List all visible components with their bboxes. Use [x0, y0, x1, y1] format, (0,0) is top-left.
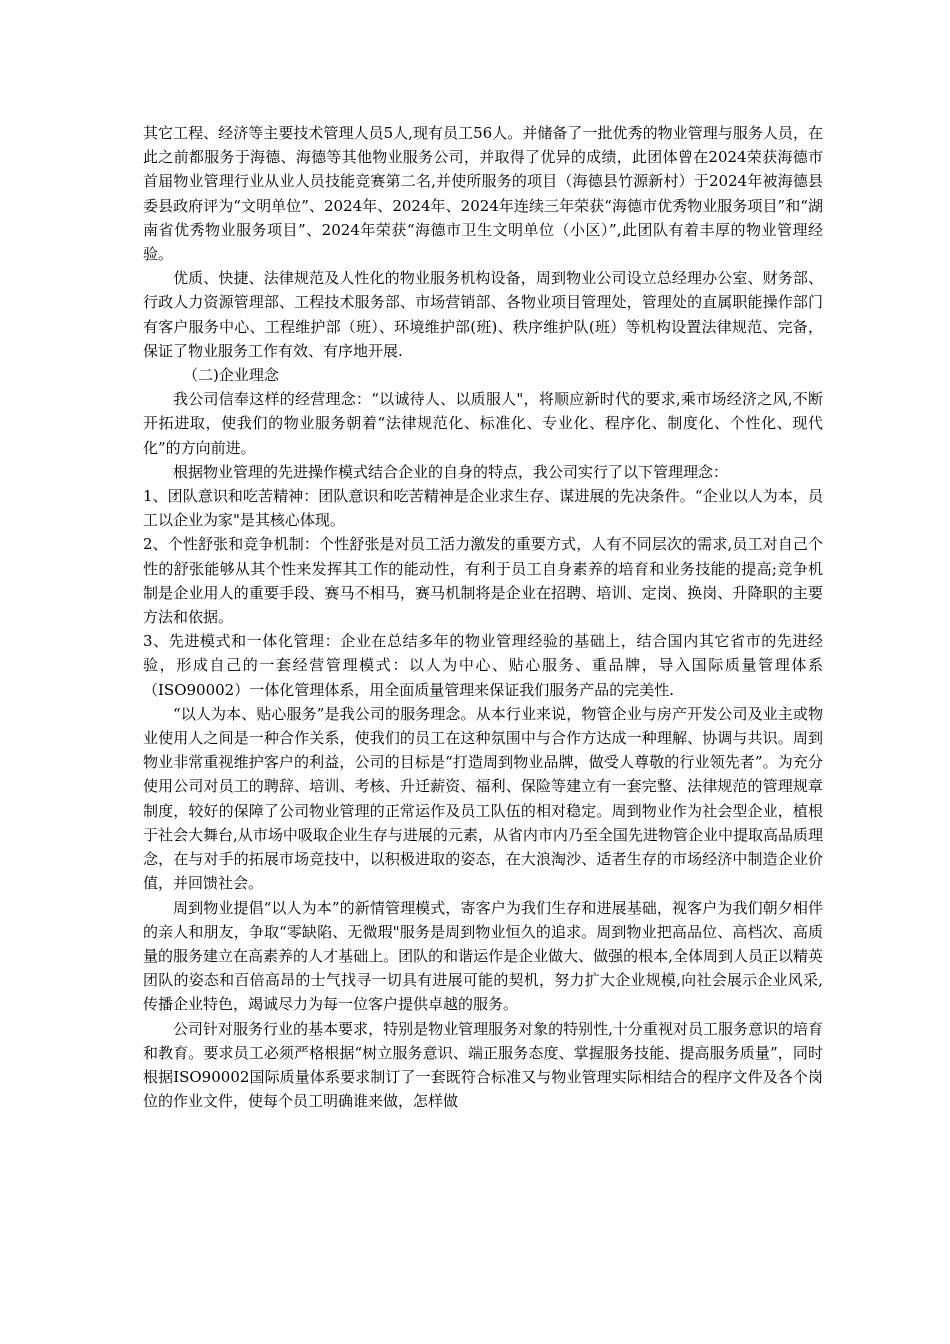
paragraph-service-training: 公司针对服务行业的基本要求，特别是物业管理服务对象的特别性,十分重视对员工服务意识的培育和教育。要求员工必须严格根据“树立服务意识、端正服务态度、掌握服务技能、提高服务质量”，同时根据ISO90002国际质量体系要求制订了一套既符合标准又与物业管理实际相结合的程序文件及各个岗位的作业文件，使每个员工明确谁来做，怎样做	[143, 1019, 823, 1111]
paragraph-organization: 优质、快捷、法律规范及人性化的物业服务机构设备，周到物业公司设立总经理办公室、财务部、行政人力资源管理部、工程技术服务部、市场营销部、各物业项目管理处，管理处的直属职能操作部门有客户服务中心、工程维护部（班）、环境维护部(班)、秩序维护队(班）等机构设置法律规范、完备，保证了物业服务工作有效、有序地开展.	[143, 269, 823, 360]
document-body	[143, 121, 823, 1113]
paragraph-people-oriented: 周到物业提倡“以人为本”的新情管理模式，寄客户为我们生存和进展基础，视客户为我们朝夕相伴的亲人和朋友，争取“零缺陷、无微瑕"服务是周到物业恒久的追求。周到物业把高品位、高档次、高质量的服务建立在高素养的人才基础上。团队的和谐运作是企业做大、做强的根本,全体周到人员正以精英团队的姿态和百倍高昂的士气找寻一切具有进展可能的契机，努力扩大企业规模,向社会展示企业风采,传播企业特色，竭诚尽力为每一位客户提供卓越的服务。	[143, 898, 823, 1014]
paragraph-management-intro: 根据物业管理的先进操作模式结合企业的自身的特点，我公司实行了以下管理理念：	[173, 462, 729, 481]
section-heading-philosophy: （二)企业理念	[183, 366, 279, 385]
list-item-competition: 2、个性舒张和竞争机制：个性舒张是对员工活力激发的重要方式，人有不同层次的需求,员工对自己个性的舒张能够从其个性来发挥其工作的能动性，有利于员工自身素养的培育和业务技能的提高;竞争机制是企业用人的重要手段、赛马不相马，赛马机制将是企业在招聘、培训、定岗、换岗、升降职的主要方法和依据。	[143, 535, 823, 627]
list-item-integrated-mgmt: 3、先进模式和一体化管理：企业在总结多年的物业管理经验的基础上，结合国内其它省市的先进经验，形成自己的一套经营管理模式：以人为中心、贴心服务、重品牌，导入国际质量管理体系（ISO90002）一体化管理体系，用全面质量管理来保证我们服务产品的完美性.	[143, 632, 823, 699]
list-item-teamwork: 1、团队意识和吃苦精神：团队意识和吃苦精神是企业求生存、谋进展的先决条件。“企业以人为本，员工以企业为家"是其核心体现。	[143, 487, 823, 530]
paragraph-staff-team: 其它工程、经济等主要技术管理人员5人,现有员工56人。并储备了一批优秀的物业管理与服务人员，在此之前都服务于海德、海德等其他物业服务公司，并取得了优异的成绩，此团体曾在2024荣获海德市首届物业管理行业从业人员技能竞赛第二名,并使所服务的项目（海德县竹源新村）于2024年被海德县委县政府评为“文明单位”、2024年、2024年、2024年连续三年荣获“海德市优秀物业服务项目”和“湖南省优秀物业服务项目”、2024年荣获“海德市卫生文明单位（小区）”,此团队有着丰厚的物业管理经验。	[143, 124, 823, 264]
paragraph-service-philosophy: “以人为本、贴心服务”是我公司的服务理念。从本行业来说，物管企业与房产开发公司及业主或物业使用人之间是一种合作关系，使我们的员工在这种氛围中与合作方达成一种理解、协调与共识。周到物业非常重视维护客户的利益，公司的目标是“打造周到物业品牌，做受人尊敬的行业领先者”。为充分使用公司对员工的聘辞、培训、考核、升迁薪资、福利、保险等建立有一套完整、法律规范的管理规章制度，较好的保障了公司物业管理的正常运作及员工队伍的相对稳定。周到物业作为社会型企业，植根于社会大舞台,从市场中吸取企业生存与进展的元素，从省内市内乃至全国先进物管企业中提取高品质理念，在与对手的拓展市场竞技中，以积极进取的姿态，在大浪淘沙、适者生存的市场经济中制造企业价值，并回馈社会。	[143, 704, 823, 893]
paragraph-business-motto: 我公司信奉这样的经营理念：“以诚待人、以质服人"，将顺应新时代的要求,乘市场经济之风,不断开拓进取，使我们的物业服务朝着“法律规范化、标准化、专业化、程序化、制度化、个性化、现代化”的方向前进。	[143, 390, 823, 457]
